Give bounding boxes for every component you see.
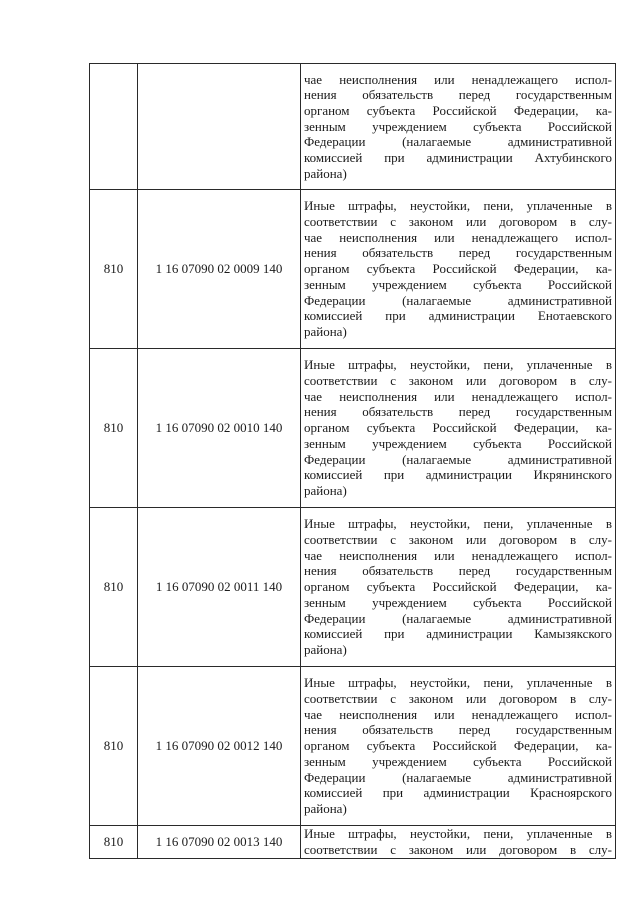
- description-line: Федерации (налагаемые административной: [304, 292, 612, 308]
- admin-code-cell: 810: [90, 508, 138, 667]
- table-row: [90, 190, 616, 349]
- description-line: чае неисполнения или ненадлежащего испол-: [304, 388, 612, 404]
- admin-code-cell: 810: [90, 349, 138, 508]
- table-row: [90, 64, 616, 190]
- kbk-code-cell: 1 16 07090 02 0010 140: [138, 349, 301, 508]
- description-line: зенным учреждением субъекта Российской: [304, 276, 612, 292]
- description-line: зенным учреждением субъекта Российской: [304, 435, 612, 451]
- description-line: комиссией при администрации Камызякского: [304, 626, 612, 642]
- description-line: чае неисполнения или ненадлежащего испол-: [304, 71, 612, 87]
- description-line: района): [304, 323, 347, 339]
- description-line: комиссией при администрации Икрянинского: [304, 467, 612, 483]
- description-line: органом субъекта Российской Федерации, ка-: [304, 420, 612, 436]
- admin-code-cell: 810: [90, 190, 138, 349]
- description-cell: [301, 826, 616, 859]
- description-line: комиссией при администрации Енотаевского: [304, 308, 612, 324]
- description-line: нения обязательств перед государственным: [304, 245, 612, 261]
- description-line: Иные штрафы, неустойки, пени, уплаченные в: [304, 516, 612, 532]
- kbk-code-cell: 1 16 07090 02 0011 140: [138, 508, 301, 667]
- description-line: Иные штрафы, неустойки, пени, уплаченные в: [304, 198, 612, 214]
- description-line: нения обязательств перед государственным: [304, 563, 612, 579]
- description-line: района): [304, 482, 347, 498]
- admin-code-cell: 810: [90, 826, 138, 859]
- description-line: комиссией при администрации Красноярского: [304, 785, 612, 801]
- description-line: района): [304, 641, 347, 657]
- description-cell: [301, 508, 616, 667]
- table-row: [90, 826, 616, 859]
- description-cell: [301, 64, 616, 190]
- description-line: Федерации (налагаемые административной: [304, 610, 612, 626]
- description-line: Иные штрафы, неустойки, пени, уплаченные в: [304, 826, 612, 841]
- description-line: нения обязательств перед государственным: [304, 404, 612, 420]
- table-row: [90, 667, 616, 826]
- description-line: Федерации (налагаемые административной: [304, 451, 612, 467]
- description-line: соответствии с законом или договором в слу-: [304, 841, 612, 857]
- admin-code-cell: [90, 64, 138, 190]
- description-line: зенным учреждением субъекта Российской: [304, 594, 612, 610]
- description-line: нения обязательств перед государственным: [304, 87, 612, 103]
- description-cell: [301, 190, 616, 349]
- description-line: органом субъекта Российской Федерации, ка-: [304, 579, 612, 595]
- description-line: Иные штрафы, неустойки, пени, уплаченные в: [304, 675, 612, 691]
- kbk-code-cell: 1 16 07090 02 0013 140: [138, 826, 301, 859]
- description-line: чае неисполнения или ненадлежащего испол-: [304, 229, 612, 245]
- description-line: Иные штрафы, неустойки, пени, уплаченные в: [304, 357, 612, 373]
- description-line: чае неисполнения или ненадлежащего испол-: [304, 547, 612, 563]
- description-cell: [301, 667, 616, 826]
- description-line: зенным учреждением субъекта Российской: [304, 118, 612, 134]
- description-line: соответствии с законом или договором в слу-: [304, 214, 612, 230]
- description-line: соответствии с законом или договором в слу-: [304, 691, 612, 707]
- description-line: соответствии с законом или договором в слу-: [304, 532, 612, 548]
- description-line: органом субъекта Российской Федерации, ка-: [304, 261, 612, 277]
- kbk-code-cell: [138, 64, 301, 190]
- description-line: чае неисполнения или ненадлежащего испол-: [304, 706, 612, 722]
- description-line: зенным учреждением субъекта Российской: [304, 753, 612, 769]
- table-row: [90, 349, 616, 508]
- table-row: [90, 508, 616, 667]
- admin-code-cell: 810: [90, 667, 138, 826]
- description-line: соответствии с законом или договором в слу-: [304, 373, 612, 389]
- description-cell: [301, 349, 616, 508]
- description-line: района): [304, 165, 347, 181]
- description-line: нения обязательств перед государственным: [304, 722, 612, 738]
- description-line: Федерации (налагаемые административной: [304, 134, 612, 150]
- description-line: органом субъекта Российской Федерации, ка-: [304, 738, 612, 754]
- description-line: органом субъекта Российской Федерации, ка-: [304, 102, 612, 118]
- description-line: комиссией при администрации Ахтубинского: [304, 150, 612, 166]
- kbk-code-cell: 1 16 07090 02 0009 140: [138, 190, 301, 349]
- description-line: района): [304, 800, 347, 816]
- revenue-codes-table: [89, 63, 616, 859]
- kbk-code-cell: 1 16 07090 02 0012 140: [138, 667, 301, 826]
- description-line: Федерации (налагаемые административной: [304, 769, 612, 785]
